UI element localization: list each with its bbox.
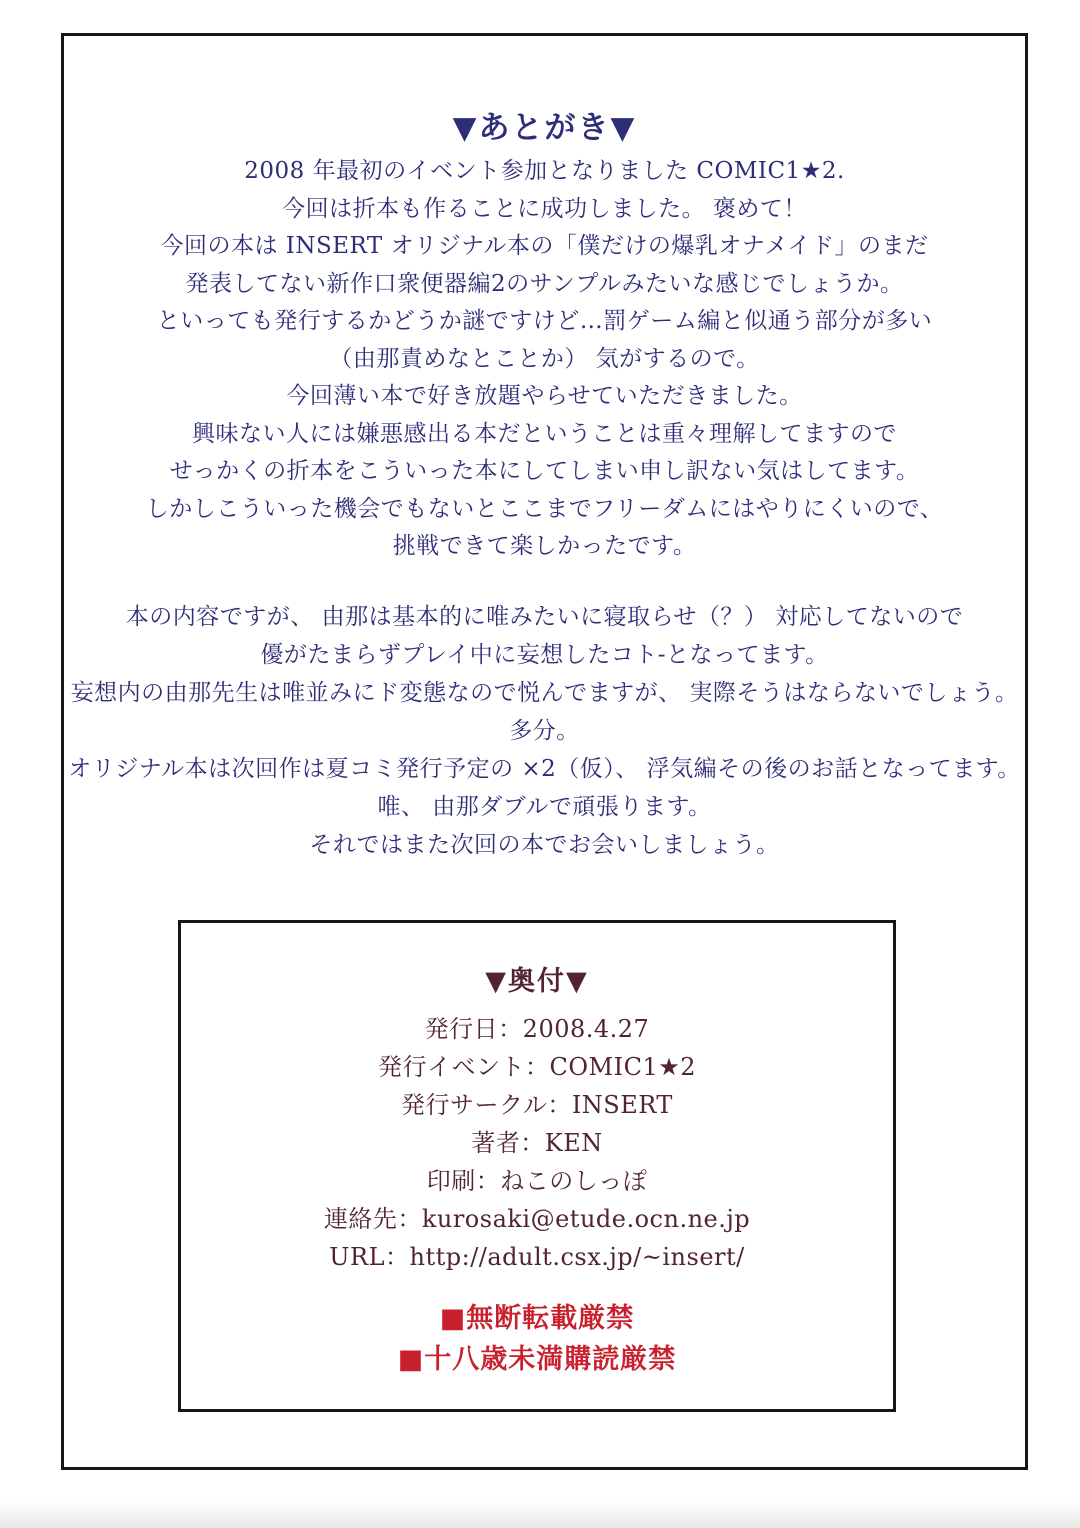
afterword-paragraph-1: [61, 153, 1028, 566]
afterword-line: 挑戦できて楽しかったです。: [392, 533, 697, 559]
afterword-line: 今回薄い本で好き放題やらせていただきました。: [286, 383, 803, 409]
afterword-line: せっかくの折本をこういった本にしてしまい申し訳ない気はしてます。: [169, 458, 920, 484]
colophon-printer: 印刷：ねこのしっぽ: [426, 1167, 648, 1195]
afterword-line: 2008 年最初のイベント参加となりました COMIC1★2.: [244, 158, 845, 184]
colophon-details: [181, 1010, 893, 1276]
afterword-line: 本の内容ですが、 由那は基本的に唯みたいに寝取らせ（？） 対応してないので: [125, 604, 964, 630]
warning-adults-only: ■十八歳未満購読厳禁: [397, 1344, 677, 1375]
afterword-line: 妄想内の由那先生は唯並みにド変態なので悦んでますが、 実際そうはならないでしょう。: [70, 680, 1019, 706]
afterword-line: しかしこういった機会でもないとここまでフリーダムにはやりにくいので、: [145, 495, 944, 522]
afterword-line: （由那責めなとことか） 気がするので。: [329, 345, 760, 372]
afterword-line: 優がたまらずプレイ中に妄想したコト-となってます。: [260, 642, 829, 668]
colophon-circle: 発行サークル：INSERT: [401, 1091, 673, 1119]
afterword-line: 唯、 由那ダブルで頑張ります。: [377, 794, 712, 820]
afterword-line: 今回の本は INSERT オリジナル本の「僕だけの爆乳オナメイド」のまだ: [160, 233, 929, 259]
colophon-warnings: [181, 1298, 893, 1380]
colophon-event: 発行イベント：COMIC1★2: [377, 1053, 696, 1081]
afterword-line: それではまた次回の本でお会いしましょう。: [309, 832, 780, 858]
afterword-line: 発表してない新作口衆便器編2のサンプルみたいな感じでしょうか。: [185, 270, 904, 297]
colophon-author: 著者：KEN: [471, 1129, 603, 1157]
colophon-url: URL：http://adult.csx.jp/~insert/: [329, 1243, 745, 1271]
colophon-publish-date: 発行日：2008.4.27: [424, 1015, 650, 1043]
colophon-title: ▼奥付▼: [485, 966, 589, 997]
colophon-box: [178, 920, 896, 1412]
warning-no-reprint: ■無断転載厳禁: [439, 1303, 635, 1334]
afterword-title: ▼あとがき▼: [452, 110, 637, 146]
colophon-contact-email: 連絡先：kurosaki@etude.ocn.ne.jp: [323, 1205, 751, 1233]
afterword-line: オリジナル本は次回作は夏コミ発行予定の ×2（仮）、 浮気編その後のお話となってます。: [68, 756, 1021, 782]
afterword-line: 多分。: [509, 718, 580, 744]
afterword-line: 今回は折本も作ることに成功しました。 褒めて！: [282, 195, 807, 222]
afterword-line: といっても発行するかどうか謎ですけど…罰ゲーム編と似通う部分が多い: [156, 308, 933, 334]
afterword-paragraph-2: [61, 598, 1028, 864]
afterword-line: 興味ない人には嫌悪感出る本だということは重々理解してますので: [192, 420, 897, 447]
